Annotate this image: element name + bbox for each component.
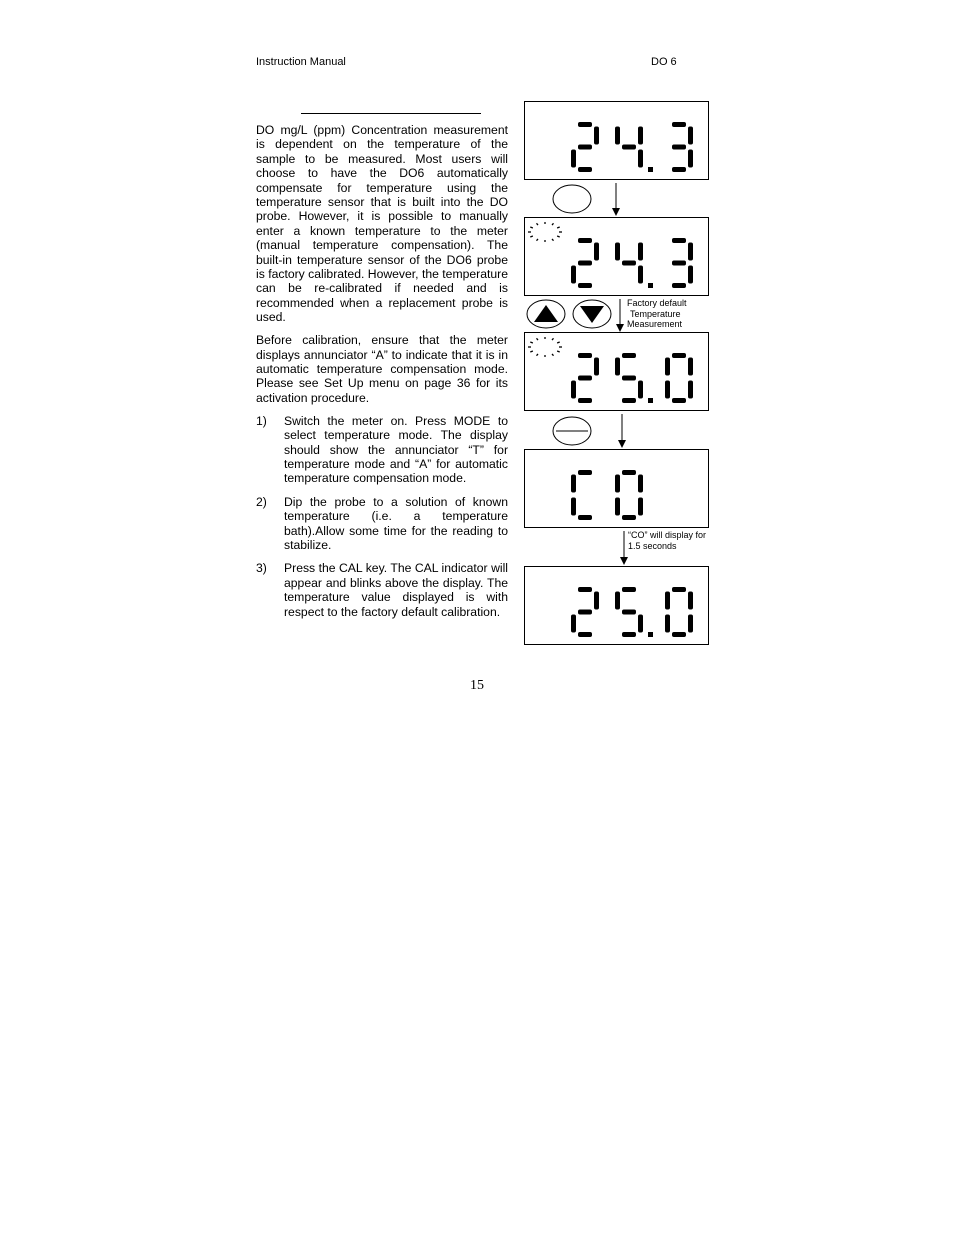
step-text: Dip the probe to a solution of known temperature (i.e. a temperature bath).Allow some time for the reading to stabilize. [284,494,508,552]
blank-key-icon[interactable] [553,185,591,213]
factory-default-note: Factory default Temperature Measurement [627,298,687,329]
down-arrow-key-icon[interactable] [573,300,611,328]
precondition-paragraph: Before calibration, ensure that the meter displays annunciator “A” to indicate that it is in automatic temperature compensation mode. Please see Set Up menu on page 36 for its activation procedure. [256,333,508,405]
enter-key-icon[interactable] [553,417,591,445]
step-number: 3) [256,561,267,576]
page-number: 15 [470,678,484,693]
step-number: 2) [256,494,267,509]
header-model: DO 6 [651,56,677,68]
co-display-note: “CO” will display for 1.5 seconds [628,530,707,551]
up-arrow-key-icon[interactable] [527,300,565,328]
step-text: Switch the meter on. Press MODE to select temperature mode. The display should show the annunciator “T” for temperature mode and “A” for automatic temperature compensation mode. [284,413,508,486]
step-text: Press the CAL key. The CAL indicator will appear and blinks above the display. The temperature value displayed is with respect to the factory default calibration. [284,561,508,619]
step-number: 1) [256,413,267,428]
header-title: Instruction Manual [256,56,346,68]
intro-paragraph: DO mg/L (ppm) Concentration measurement is dependent on the temperature of the sample to be measured. Most users will choose to have the DO6 automatically compensate for temperature using the temperature sensor that is built into the DO probe. However, it is possible to manually enter a known temperature to the meter (manual temperature compensation). The built-in temperature sensor of the DO6 probe is factory calibrated. However, the temperature can be re-calibrated if needed and is recommended when a replacement probe is used. [256,123,508,325]
